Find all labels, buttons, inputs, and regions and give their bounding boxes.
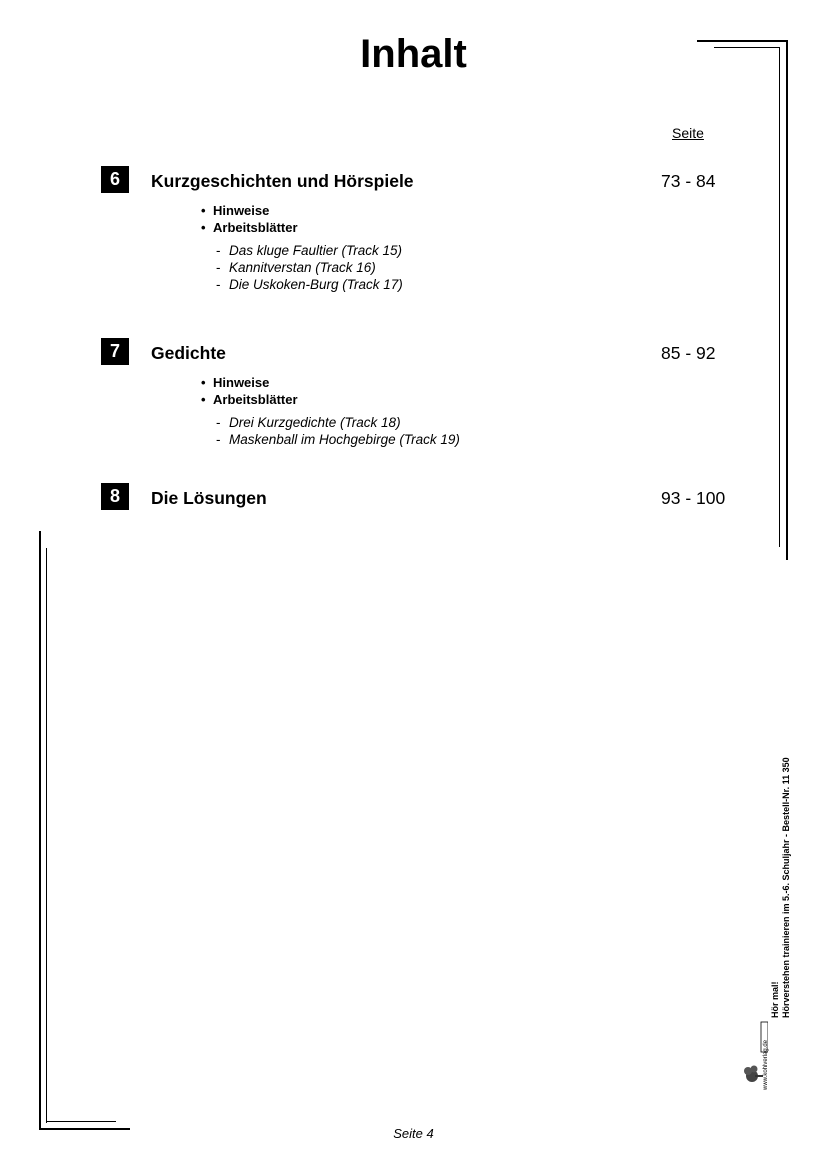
publisher-website: www.kohlverlag.de [763, 1039, 769, 1090]
page-number: Seite 4 [393, 1126, 434, 1141]
section-number-badge: 7 [101, 338, 129, 365]
book-title: Hör mal! [770, 981, 780, 1018]
section-title: Kurzgeschichten und Hörspiele [151, 171, 414, 191]
frame-bottom-left-inner-h [46, 1121, 116, 1122]
list-item: - Kannitverstan (Track 16) [216, 259, 376, 275]
section-title: Die Lösungen [151, 488, 267, 508]
frame-right-outer-v [786, 40, 788, 560]
section-track-list [216, 243, 403, 293]
book-subtitle-order-number: Hörverstehen trainieren im 5.-6. Schuljahr - Bestell-Nr. 11 350 [781, 757, 791, 1018]
list-item: • Hinweise [201, 375, 270, 390]
list-item: - Die Uskoken-Burg (Track 17) [216, 276, 403, 292]
section-number-badge: 8 [101, 483, 129, 510]
section-number-badge: 6 [101, 166, 129, 193]
section-page-range: 85 - 92 [661, 343, 716, 363]
list-item: - Drei Kurzgedichte (Track 18) [216, 415, 401, 430]
frame-left-outer-v [39, 531, 41, 1130]
list-item: • Hinweise [201, 203, 270, 218]
frame-right-inner-v [779, 47, 780, 547]
section-title: Gedichte [151, 343, 226, 363]
section-page-range: 73 - 84 [661, 171, 716, 191]
list-item: • Arbeitsblätter [201, 219, 298, 235]
frame-left-inner-v [46, 548, 47, 1123]
section-bullet-list [201, 203, 298, 236]
page-title: Inhalt [360, 32, 467, 76]
list-item: - Maskenball im Hochgebirge (Track 19) [216, 431, 460, 447]
section-page-range: 93 - 100 [661, 488, 726, 508]
list-item: - Das kluge Faultier (Track 15) [216, 243, 403, 258]
list-item: • Arbeitsblätter [201, 391, 298, 407]
section-bullet-list [201, 375, 298, 408]
page-column-header: Seite [672, 125, 704, 141]
side-imprint [760, 710, 800, 1090]
section-track-list [216, 415, 460, 449]
